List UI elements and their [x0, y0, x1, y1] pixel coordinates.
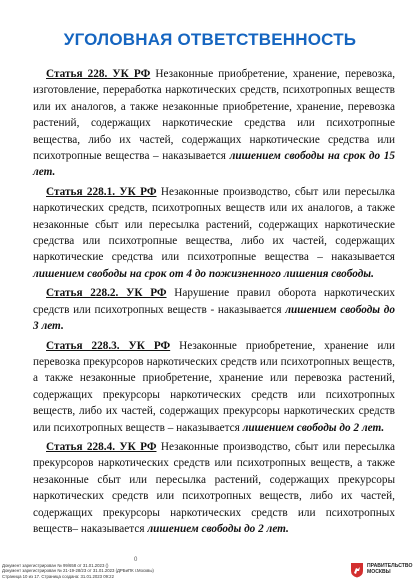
logo-line: МОСКВЫ [367, 569, 391, 576]
logo-text [367, 563, 417, 575]
article-text: Незаконные приобретение, хранение, перевозка, изготовление, переработка наркотических средств, психотропных веществ или их аналогов, а также незаконные приобретение, хранение, перевозка растений, содержащих наркотические средства или психотропные вещества, либо их частей, содержащих наркотические средства или психотропные вещества – наказывается [33, 68, 396, 163]
article-228 [33, 66, 395, 181]
article-228-2 [33, 285, 395, 334]
article-228-1 [33, 184, 395, 282]
article-heading: Статья 228.2. УК РФ [46, 287, 167, 300]
article-penalty: лишением свободы на срок до 15 лет. [33, 150, 395, 179]
footer-line: Документ зарегистрирован № 99/658 от 31.01.2023 () [2, 563, 109, 568]
articles-body [33, 66, 395, 540]
article-text: Незаконные производство, сбыт или пересылка прекурсоров наркотических средств или психотропных веществ, а также незаконные сбыт или пересылка растений, содержащих прекурсоры наркотических средств или психотропных веществ, либо их частей, содержащих прекурсоры наркотических средств или психотропных веществ– наказывается [33, 440, 395, 535]
article-text: Незаконные производство, сбыт или пересылка наркотических средств, психотропных веществ или их аналогов, а также незаконные сбыт или пересылка растений, содержащих наркотические средства или психотропные вещества, либо их частей, содержащих наркотические средства или психотропные вещества – наказывается [33, 185, 395, 264]
article-heading: Статья 228. УК РФ [46, 68, 151, 80]
logo-line: ПРАВИТЕЛЬСТВО [367, 563, 413, 569]
article-heading: Статья 228.3. УК РФ [46, 339, 171, 352]
article-penalty: лишением свободы до 3 лет. [33, 303, 395, 333]
article-heading: Статья 228.1. УК РФ [46, 185, 157, 198]
page-title: УГОЛОВНАЯ ОТВЕТСТВЕННОСТЬ [63, 30, 357, 49]
article-228-4 [33, 439, 395, 537]
footer-line: Страница 10 из 17. Страница создана: 31.01.2023 09:22 [2, 573, 114, 579]
registration-footer [2, 563, 332, 579]
article-heading: Статья 228.4. УК РФ [46, 440, 157, 453]
article-penalty: лишением свободы до 2 лет. [242, 421, 385, 434]
article-penalty: лишением свободы на срок от 4 до пожизненного лишения свободы. [33, 267, 374, 280]
article-text: Нарушение правил оборота наркотических средств или психотропных веществ - наказывается [33, 287, 395, 316]
article-228-3 [33, 338, 395, 436]
article-text: Незаконные приобретение, хранение или перевозка прекурсоров наркотических средств или психотропных веществ, а также незаконные приобретение, хранение или перевозка растений, содержащих прекурсоры наркотических средств или психотропных веществ, либо их частей, содержащих прекурсоры наркотических средств или психотропных веществ – наказывается [33, 339, 396, 434]
article-penalty: лишением свободы до 2 лет. [147, 522, 289, 535]
moscow-emblem-icon [350, 562, 364, 578]
footer-line: Документ зарегистрирован № 21-19-28/23 от 31.01.2023 (ДРБиПК г.Москвы) [2, 568, 154, 574]
page-marker: 0 [134, 557, 138, 563]
moscow-government-logo [350, 559, 416, 583]
